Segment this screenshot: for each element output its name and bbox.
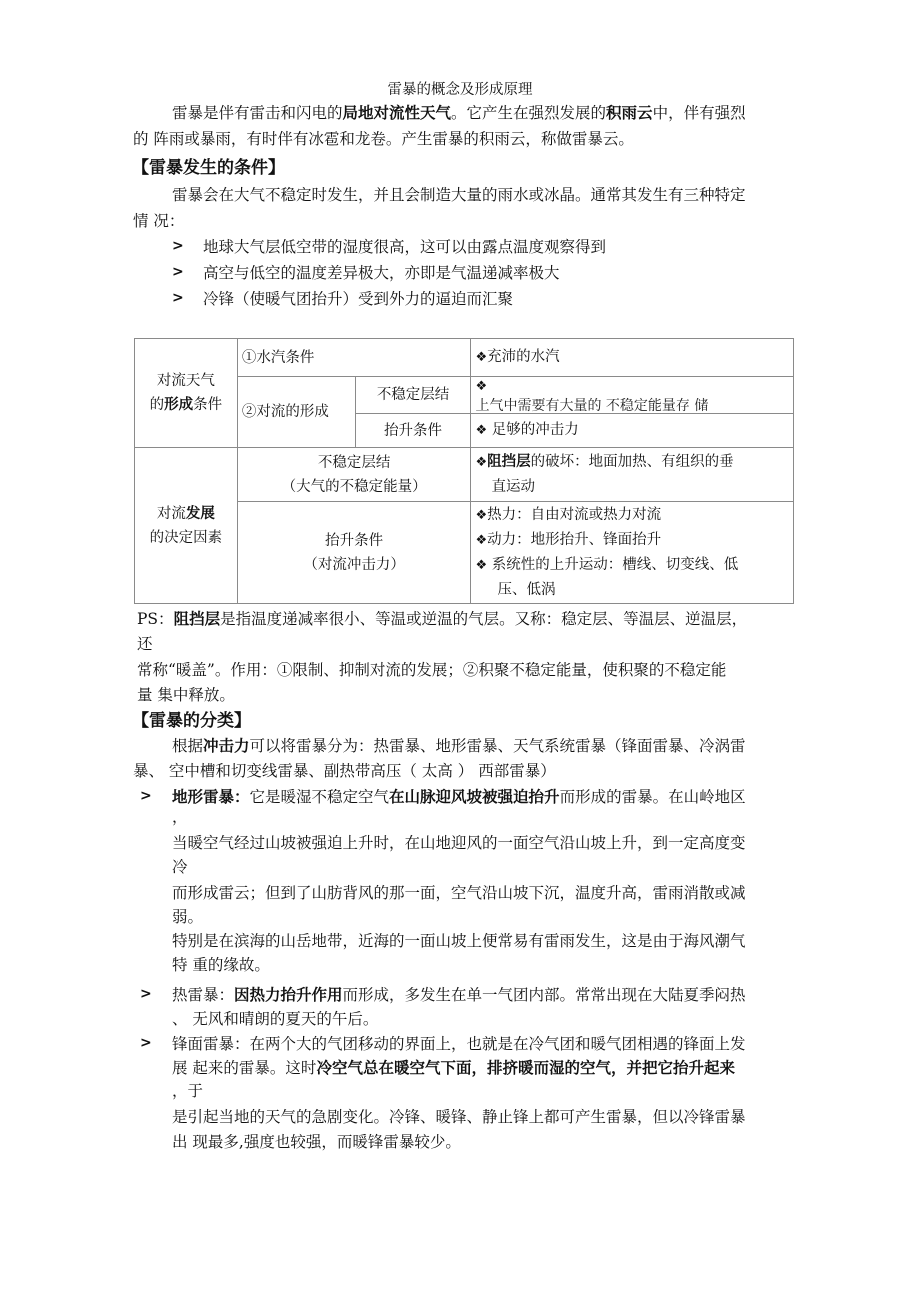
factor-text: 抬升条件 (325, 532, 384, 549)
item-text: 而形成，多发生在单一气团内部。常常出现在大陆夏季闷热 (342, 986, 746, 1004)
intro-text: 中，伴有强烈 (652, 104, 746, 122)
intro-text: 。它产生在强烈发展的 (451, 104, 607, 122)
intro-bold-term: 局地对流性天气 (342, 104, 452, 122)
terrain-thunderstorm-line-7: 特别是在滨海的山岳地带，近海的一面山坡上便常易有雷雨发生，这是由于海风潮气 (172, 932, 746, 950)
item-bold: ： (234, 788, 250, 806)
ps-line-3: 常称“暖盖”。作用：①限制、抑制对流的发展；②积聚不稳定能量，使积聚的不稳定能 (137, 661, 727, 679)
conditions-para-line-1: 雷暴会在大气不稳定时发生，并且会制造大量的雨水或冰晶。通常其发生有三种特定 (172, 186, 746, 204)
detail-line (475, 553, 789, 578)
detail-line: 直运动 (491, 479, 535, 495)
intro-line-2: 的 阵雨或暴雨，有时伴有冰雹和龙卷。产生雷暴的积雨云，称做雷暴云。 (133, 130, 634, 148)
classification-para-line-1 (172, 735, 746, 757)
frontal-thunderstorm-line-3: ，于 (172, 1082, 204, 1100)
group-label-development (135, 448, 238, 604)
diamond-bullet-icon: ❖ (475, 455, 488, 470)
bullet-marker: > (140, 986, 152, 1002)
detail-cell (471, 377, 794, 414)
ps-bold-term: 阻挡层 (173, 610, 221, 628)
label-bold: 形成 (164, 397, 194, 413)
detail-line (475, 503, 789, 528)
item-text: 展 起来的雷暴。这时 (172, 1059, 317, 1077)
heat-thunderstorm-line-1 (172, 984, 746, 1006)
para-bold-term: 冲击力 (203, 737, 250, 755)
item-bold: 因热力抬升作用 (234, 986, 343, 1004)
subfactor-cell: 不稳定层结 (355, 377, 471, 414)
detail-cell (471, 448, 794, 502)
ps-line-4: 量 集中释放。 (137, 686, 235, 704)
condition-bullet: 地球大气层低空带的湿度很高，这可以由露点温度观察得到 (203, 238, 607, 256)
frontal-thunderstorm-line-5: 出 现最多,强度也较强，而暖锋雷暴较少。 (172, 1133, 461, 1151)
detail-text: 热力：自由对流或热力对流 (487, 507, 662, 523)
label-bold: 发展 (185, 505, 215, 522)
section-heading-conditions: 【雷暴发生的条件】 (132, 158, 285, 178)
frontal-thunderstorm-line-4: 是引起当地的天气的急剧变化。冷锋、暖锋、静止锋上都可产生雷暴，但以冷锋雷暴 (172, 1108, 746, 1126)
para-text: 根据 (172, 737, 204, 755)
detail-cell (471, 339, 794, 377)
intro-line-1 (172, 102, 746, 124)
subfactor-cell: 抬升条件 (355, 414, 471, 448)
item-text: 它是暖湿不稳定空气 (249, 788, 390, 806)
item-text: 而形成的雷暴。在山岭地区 (559, 788, 746, 806)
label-text: 条件 (193, 397, 223, 413)
terrain-thunderstorm-line-3: 当暖空气经过山坡被强迫上升时，在山地迎风的一面空气沿山坡上升，到一定高度变 (172, 834, 746, 852)
section-heading-classification: 【雷暴的分类】 (132, 711, 251, 731)
ps-text: 是指温度递减率很小、等温或逆温的气层。又称：稳定层、等温层、逆温层， (220, 610, 748, 628)
detail-cell (471, 414, 794, 448)
factor-cell: ①水汽条件 (237, 339, 471, 377)
classification-para-line-2: 暴、 空中槽和切变线雷暴、副热带高压（ 太高 ） 西部雷暴） (133, 762, 556, 780)
terrain-thunderstorm-line-6: 弱。 (172, 908, 204, 926)
ps-prefix: PS： (137, 610, 174, 628)
detail-text: 系统性的上升运动：槽线、切变线、低 (487, 557, 739, 573)
table-row (135, 339, 794, 377)
heat-thunderstorm-line-2: 、 无风和晴朗的夏天的午后。 (172, 1010, 379, 1028)
group-label-formation (135, 339, 238, 448)
terrain-thunderstorm-line-2: ， (172, 808, 188, 826)
frontal-thunderstorm-line-2 (172, 1057, 735, 1079)
table-row (135, 448, 794, 502)
item-bold: 在山脉迎风坡被强迫抬升 (389, 788, 560, 806)
document-title: 雷暴的概念及形成原理 (387, 82, 533, 98)
detail-text: 足够的冲击力 (491, 422, 579, 438)
detail-text-clipped: 上气中需要有大量的 不稳定能量存 储 (475, 398, 709, 413)
bullet-marker: > (140, 788, 152, 804)
diamond-bullet-icon: ❖ (475, 350, 488, 365)
detail-line (475, 528, 789, 553)
item-bold: 冷空气总在暖空气下面，排挤暖而湿的空气，并把它抬升起来 (316, 1059, 735, 1077)
diamond-bullet-icon: ❖ (475, 508, 488, 523)
label-text: 对流 (156, 505, 186, 522)
intro-text: 雷暴是伴有雷击和闪电的 (172, 104, 343, 122)
factor-text: （大气的不稳定能量） (281, 478, 427, 495)
diamond-bullet-icon: ❖ (475, 423, 488, 438)
terrain-thunderstorm-line-4: 冷 (172, 858, 188, 876)
bullet-marker: > (172, 238, 184, 254)
detail-text: 动力：地形抬升、锋面抬升 (487, 532, 662, 548)
condition-bullet: 冷锋（使暖气团抬升）受到外力的逼迫而汇聚 (203, 290, 514, 308)
detail-text: 充沛的水汽 (487, 349, 560, 365)
detail-cell (471, 502, 794, 604)
factor-text: 不稳定层结 (317, 454, 391, 471)
group-label-line: 对流天气 (156, 373, 215, 389)
factor-cell (237, 448, 471, 502)
terrain-thunderstorm-line-1 (172, 786, 746, 808)
bullet-marker: > (140, 1035, 152, 1051)
ps-line-2: 还 (137, 635, 153, 653)
detail-bold: 阻挡层 (487, 454, 531, 470)
conditions-para-line-2: 情 况： (133, 212, 185, 230)
factor-cell: ②对流的形成 (237, 377, 355, 448)
detail-line: 压、低涡 (497, 582, 556, 598)
frontal-thunderstorm-line-1: 锋面雷暴：在两个大的气团移动的界面上，也就是在冷气团和暖气团相遇的锋面上发 (172, 1035, 746, 1053)
diamond-bullet-icon: ❖ (475, 558, 488, 573)
factor-text: （对流冲击力） (303, 556, 405, 573)
condition-bullet: 高空与低空的温度差异极大，亦即是气温递减率极大 (203, 264, 560, 282)
diamond-bullet-icon: ❖ (475, 379, 488, 394)
intro-bold-term: 积雨云 (606, 104, 653, 122)
bullet-marker: > (172, 290, 184, 306)
convection-conditions-table (134, 338, 794, 604)
group-label-line (139, 502, 233, 526)
terrain-thunderstorm-line-5: 而形成雷云；但到了山肪背风的那一面，空气沿山坡下沉，温度升高，雷雨消散或减 (172, 884, 746, 902)
item-bold: 地形雷暴 (172, 788, 235, 806)
detail-text: 的破坏：地面加热、有组织的垂 (530, 454, 734, 470)
para-text: 可以将雷暴分为：热雷暴、地形雷暴、天气系统雷暴（锋面雷暴、冷涡雷 (249, 737, 746, 755)
group-label-line (139, 393, 233, 417)
item-text: 热雷暴： (172, 986, 235, 1004)
terrain-thunderstorm-line-8: 特 重的缘故。 (172, 956, 270, 974)
detail-line (475, 450, 789, 475)
label-text: 的 (149, 397, 165, 413)
factor-cell (237, 502, 471, 604)
group-label-line: 的决定因素 (149, 529, 223, 546)
bullet-marker: > (172, 264, 184, 280)
diamond-bullet-icon: ❖ (475, 533, 488, 548)
ps-line-1 (137, 608, 747, 630)
